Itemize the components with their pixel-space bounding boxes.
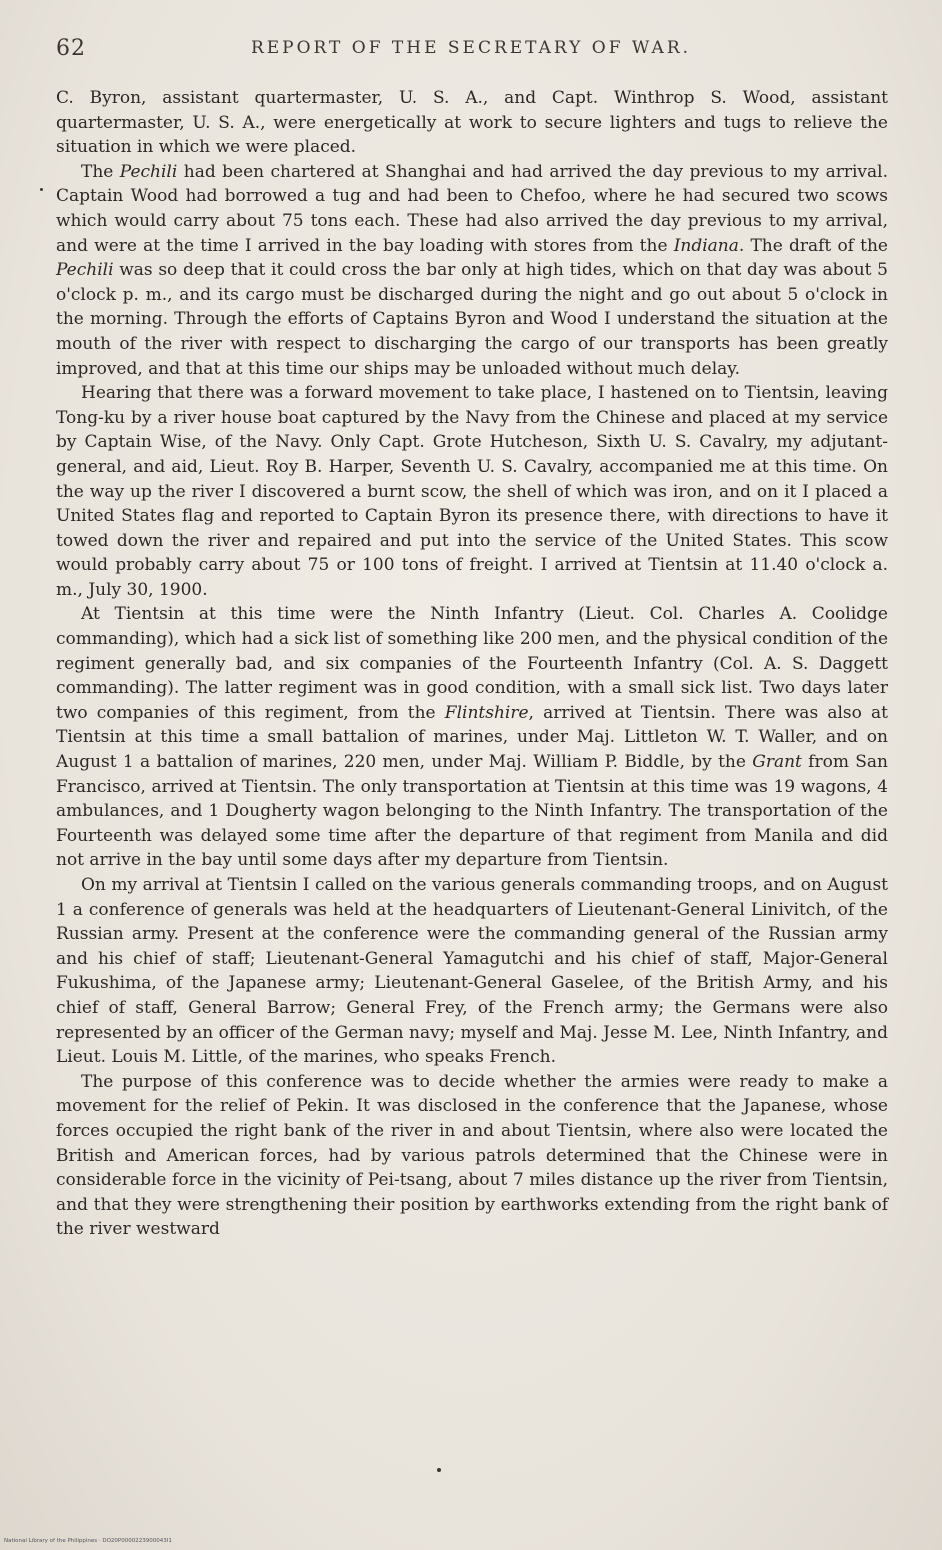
paragraph: [56, 160, 888, 381]
page-number: 62: [56, 36, 86, 61]
text-run: , arrived at Tientsin. There was also at Tientsin at this time a small battalion of marines, under Maj. Littleton W. T. Waller, and on August 1 a battalion of marines, 220 men, under Maj. William P. Biddle, by the: [56, 702, 888, 773]
text-run: The: [81, 161, 120, 182]
ship-name: Pechili: [56, 260, 114, 281]
page-header: [56, 36, 886, 70]
running-head: REPORT OF THE SECRETARY OF WAR.: [250, 38, 692, 58]
paragraph: [56, 873, 888, 1070]
ship-name: Flintshire: [444, 702, 529, 723]
paragraph: [56, 381, 888, 602]
ship-name: Indiana: [673, 235, 739, 256]
text-run: At Tientsin at this time were the Ninth Infantry (Lieut. Col. Charles A. Coolidge commanding), which had a sick list of something like 200 men, and the physical condition of the regiment generally bad, and six companies of the Fourteenth Infantry (Col. A. S. Daggett commanding). The latter regiment was in good condition, with a small sick list. Two days later two companies of this regiment, from the: [56, 604, 888, 723]
page-bottom-mark: [437, 1468, 441, 1472]
ship-name: Grant: [752, 752, 802, 773]
text-run: On my arrival at Tientsin I called on the various generals commanding troops, and on August 1 a conference of generals was held at the headquarters of Lieutenant-General Linivitch, of the Russian army. Present at the conference were the commanding general of the Russian army and his chief of staff; Lieutenant-General Yamagutchi and his chief of staff, Major-General Fukushima, of the Japanese army; Lieutenant-General Gaselee, of the British Army, and his chief of staff, General Barrow; General Frey, of the French army; the Germans were also represented by an officer of the German navy; myself and Maj. Jesse M. Lee, Ninth Infantry, and Lieut. Louis M. Little, of the marines, who speaks French.: [56, 875, 888, 1068]
text-run: The purpose of this conference was to decide whether the armies were ready to make a movement for the relief of Pekin. It was disclosed in the conference that the Japanese, whose forces occupied the right bank of the river in and about Tientsin, where also were located the British and American forces, had by various patrols determined that the Chinese were in considerable force in the vicinity of Pei-tsang, about 7 miles distance up the river from Tientsin, and that they were strengthening their position by earthworks extending from the right bank of the river westward: [56, 1071, 888, 1240]
paragraph: [56, 602, 888, 873]
text-run: . The draft of the: [738, 235, 888, 256]
body-text: [56, 86, 888, 1242]
paragraph: [56, 1070, 888, 1242]
ship-name: Pechili: [119, 161, 178, 182]
paragraph: [56, 86, 888, 160]
text-run: Hearing that there was a forward movement to take place, I hastened on to Tientsin, leaving Tong-ku by a river house boat captured by the Navy from the Chinese and placed at my service by Captain Wise, of the Navy. Only Capt. Grote Hutcheson, Sixth U. S. Cavalry, my adjutant-general, and aid, Lieut. Roy B. Harper, Seventh U. S. Cavalry, accompanied me at this time. On the way up the river I discovered a burnt scow, the shell of which was iron, and on it I placed a United States flag and reported to Captain Byron its presence there, with directions to have it towed down the river and repaired and put into the service of the United States. This scow would probably carry about 75 or 100 tons of freight. I arrived at Tientsin at 11.40 o'clock a. m., July 30, 1900.: [56, 383, 888, 600]
text-run: C. Byron, assistant quartermaster, U. S. A., and Capt. Winthrop S. Wood, assistant quartermaster, U. S. A., were energetically at work to secure lighters and tugs to relieve the situation in which we were placed.: [56, 88, 888, 158]
text-run: had been chartered at Shanghai and had arrived the day previous to my arrival. Captain Wood had borrowed a tug and had been to Chefoo, where he had secured two scows which would carry about 75 tons each. These had also arrived the day previous to my arrival, and were at the time I arrived in the bay loading with stores from the: [56, 161, 888, 256]
library-credit: National Library of the Philippines · DO20P0000223900043I1: [4, 1538, 172, 1544]
text-run: from San Francisco, arrived at Tientsin. The only transportation at Tientsin at this time was 19 wagons, 4 ambulances, and 1 Dougherty wagon belonging to the Ninth Infantry. The transportation of the Fourteenth was delayed some time after the departure of that regiment from Manila and did not arrive in the bay until some days after my departure from Tientsin.: [56, 752, 889, 871]
text-run: was so deep that it could cross the bar only at high tides, which on that day was about 5 o'clock p. m., and its cargo must be discharged during the night and go out about 5 o'clock in the morning. Through the efforts of Captains Byron and Wood I understand the situation at the mouth of the river with respect to discharging the cargo of our transports has been greatly improved, and that at this time our ships may be unloaded without much delay.: [56, 260, 888, 379]
margin-mark: [40, 188, 43, 191]
